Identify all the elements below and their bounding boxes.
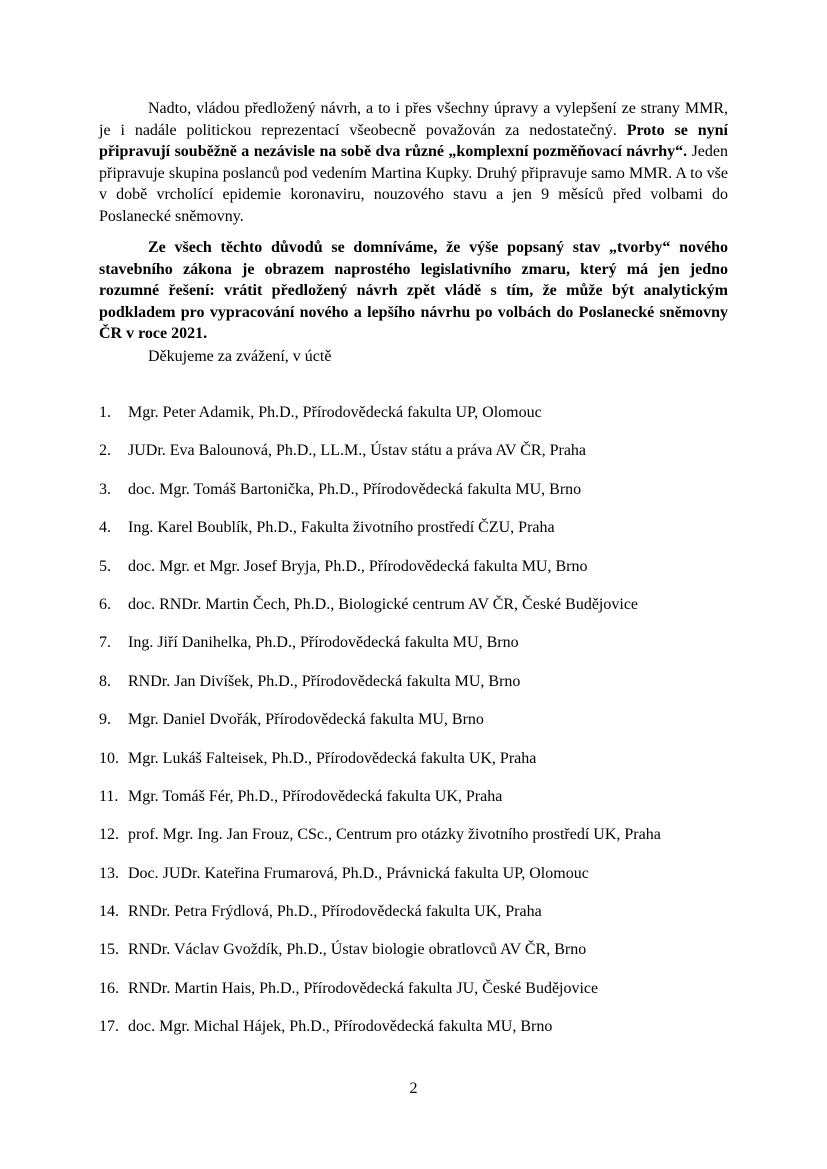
item-number: 5. xyxy=(99,557,111,575)
item-text: doc. Mgr. Tomáš Bartonička, Ph.D., Přírodovědecká fakulta MU, Brno xyxy=(128,480,582,498)
item-number: 4. xyxy=(99,519,111,537)
item-text: doc. Mgr. Michal Hájek, Ph.D., Přírodovědecká fakulta MU, Brno xyxy=(128,1018,553,1036)
paragraph-context-text-2: Jeden připravuje skupina poslanců pod vedením Martina Kupky. Druhý připravuje samo MMR. A to vše v době vrcholící epidemie koronaviru, nouzového stavu a jen 9 měsíců před volbami do Poslanecké sněmovny. xyxy=(99,143,728,225)
list-item xyxy=(99,479,661,517)
page-number: 2 xyxy=(409,1080,418,1097)
item-text: Mgr. Daniel Dvořák, Přírodovědecká fakulta MU, Brno xyxy=(128,711,484,729)
item-number: 1. xyxy=(99,404,111,421)
item-text: Doc. JUDr. Kateřina Frumarová, Ph.D., Právnická fakulta UP, Olomouc xyxy=(128,864,589,882)
list-item xyxy=(99,786,661,824)
item-text: Mgr. Tomáš Fér, Ph.D., Přírodovědecká fakulta UK, Praha xyxy=(128,787,503,805)
item-number: 13. xyxy=(99,864,119,882)
list-item xyxy=(99,594,661,632)
item-text: RNDr. Petra Frýdlová, Ph.D., Přírodovědecká fakulta UK, Praha xyxy=(128,903,542,921)
closing-line: Děkujeme za zvážení, v úctě xyxy=(148,348,332,365)
item-text: doc. Mgr. et Mgr. Josef Bryja, Ph.D., Přírodovědecká fakulta MU, Brno xyxy=(128,557,588,575)
paragraph-conclusion: Ze všech těchto důvodů se domníváme, že výše popsaný stav „tvorby“ nového stavebního zákona je obrazem naprostého legislativního zmaru, který má jen jedno rozumné řešení: vrátit předložený návrh zpět vládě s tím, že může být analytickým podkladem pro vypracování nového a lepšího návrhu po volbách do Poslanecké sněmovny ČR v roce 2021. xyxy=(99,239,728,342)
item-text: doc. RNDr. Martin Čech, Ph.D., Biologické centrum AV ČR, České Budějovice xyxy=(128,595,639,613)
list-item xyxy=(99,1016,661,1054)
item-number: 16. xyxy=(99,979,119,997)
list-item xyxy=(99,440,661,478)
list-item xyxy=(99,632,661,670)
item-number: 8. xyxy=(99,672,111,690)
paragraph-context-text-1: Nadto, vládou předložený návrh, a to i přes všechny úpravy a vylepšení ze strany MMR, je i nadále politickou reprezentací všeobecně považován za nedostatečný. xyxy=(99,100,728,139)
item-number: 14. xyxy=(99,903,119,921)
signatory-list xyxy=(99,402,661,1055)
item-text: prof. Mgr. Ing. Jan Frouz, CSc., Centrum pro otázky životního prostředí UK, Praha xyxy=(128,826,661,844)
item-number: 3. xyxy=(99,480,111,498)
item-text: Mgr. Peter Adamik, Ph.D., Přírodovědecká fakulta UP, Olomouc xyxy=(128,404,542,421)
list-item xyxy=(99,748,661,786)
paragraph-context-bold: Proto se nyní připravují souběžně a nezávisle na sobě dva různé „komplexní pozměňovací návrhy“. xyxy=(99,121,729,160)
item-number: 7. xyxy=(99,634,111,652)
list-item xyxy=(99,901,661,939)
list-item xyxy=(99,709,661,747)
item-text: Ing. Jiří Danihelka, Ph.D., Přírodovědecká fakulta MU, Brno xyxy=(128,634,519,652)
list-item xyxy=(99,824,661,862)
item-text: RNDr. Václav Gvoždík, Ph.D., Ústav biologie obratlovců AV ČR, Brno xyxy=(128,941,587,959)
list-item xyxy=(99,939,661,977)
item-number: 2. xyxy=(99,442,111,460)
item-text: RNDr. Martin Hais, Ph.D., Přírodovědecká fakulta JU, České Budějovice xyxy=(128,979,599,997)
list-item xyxy=(99,978,661,1016)
list-item xyxy=(99,402,661,440)
item-text: Ing. Karel Boublík, Ph.D., Fakulta životního prostředí ČZU, Praha xyxy=(128,519,555,537)
item-number: 6. xyxy=(99,595,111,613)
list-item xyxy=(99,556,661,594)
list-item xyxy=(99,517,661,555)
list-item xyxy=(99,863,661,901)
item-number: 9. xyxy=(99,711,111,729)
item-number: 11. xyxy=(99,787,119,805)
item-text: RNDr. Jan Divíšek, Ph.D., Přírodovědecká fakulta MU, Brno xyxy=(128,672,521,690)
item-number: 17. xyxy=(99,1018,119,1036)
item-number: 12. xyxy=(99,826,119,844)
item-text: Mgr. Lukáš Falteisek, Ph.D., Přírodovědecká fakulta UK, Praha xyxy=(128,749,537,767)
paragraph-context xyxy=(99,98,728,227)
item-text: JUDr. Eva Balounová, Ph.D., LL.M., Ústav státu a práva AV ČR, Praha xyxy=(128,442,587,460)
list-item xyxy=(99,671,661,709)
item-number: 10. xyxy=(99,749,119,767)
item-number: 15. xyxy=(99,941,119,959)
